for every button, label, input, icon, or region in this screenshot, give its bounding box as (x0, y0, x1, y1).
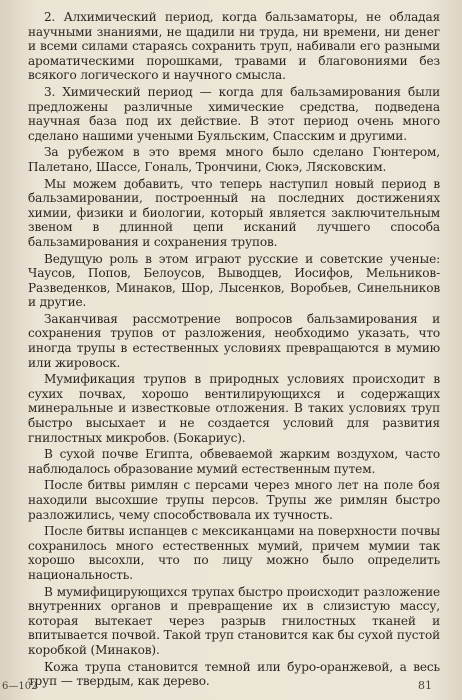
paragraph-alchemical-period: 2. Алхимический период, когда бальзаматоры, не обладая научными знаниями, не щадили ни труда, ни времени, ни денег и всеми силами стараясь сохранить труп, набивали его разными ароматическими порошками, травами и благовониями без всякого логического и научного смысла. (28, 10, 440, 83)
paragraph-decomposition: В мумифицирующихся трупах быстро происходит разложение внутренних органов и превращение их в слизистую массу, которая вытекает через разрыв гнилостных тканей и впитывается почвой. Такой труп становится как бы сухой пустой коробкой (Минаков). (28, 584, 440, 657)
printer-signature: 6—102 (2, 681, 38, 692)
paragraph-egypt: В сухой почве Египта, обвеваемой жарким воздухом, часто наблюдалось образование мумий естественным путем. (28, 447, 440, 476)
page-footer (0, 678, 462, 692)
paragraph-conclusion: Заканчивая рассмотрение вопросов бальзамирования и сохранения трупов от разложения, необходимо указать, что иногда трупы в естественных условиях превращаются в мумию или жировоск. (28, 311, 440, 370)
paragraph-spaniards-mexicans: После битвы испанцев с мексиканцами на поверхности почвы сохранилось много естественных мумий, причем мумии так хорошо высохли, что по лицу можно было определить национальность. (28, 524, 440, 582)
paragraph-foreign-scientists: За рубежом в это время много было сделано Гюнтером, Палетано, Шассе, Гональ, Трончини, Сюкэ, Лясковским. (28, 145, 440, 174)
page-text (28, 10, 440, 689)
paragraph-mummification: Мумификация трупов в природных условиях происходит в сухих почвах, хорошо вентилирующихся и содержащих минеральные и известковые отложения. В таких условиях труп быстро высыхает и не создается условий для развития гнилостных микробов. (Бокариус). (28, 372, 440, 445)
paragraph-skin: Кожа трупа становится темной или буро-оранжевой, а весь труп — твердым, как дерево. (28, 659, 440, 689)
paragraph-chemical-period: 3. Химический период — когда для бальзамирования были предложены различные химические средства, подведена научная база под их действие. В этот период очень много сделано нашими учеными Буяльским, Спасским и другими. (28, 84, 440, 143)
page-number: 81 (418, 679, 432, 692)
paragraph-romans-persians: После битвы римлян с персами через много лет на поле боя находили высохшие трупы персов. Трупы же римлян быстро разложились, чему способствовала их тучность. (28, 478, 440, 522)
paragraph-leading-scientists: Ведущую роль в этом играют русские и советские ученые: Чаусов, Попов, Белоусов, Выводцев, Иосифов, Мельников-Разведенков, Минаков, Шор, Лысенков, Воробьев, Синельников и другие. (28, 251, 440, 310)
paragraph-new-period: Мы можем добавить, что теперь наступил новый период в бальзамировании, построенный на последних достижениях химии, физики и биологии, который является заключительным звеном в длинной цепи исканий лучшего способа бальзамирования и сохранения трупов. (28, 176, 440, 249)
